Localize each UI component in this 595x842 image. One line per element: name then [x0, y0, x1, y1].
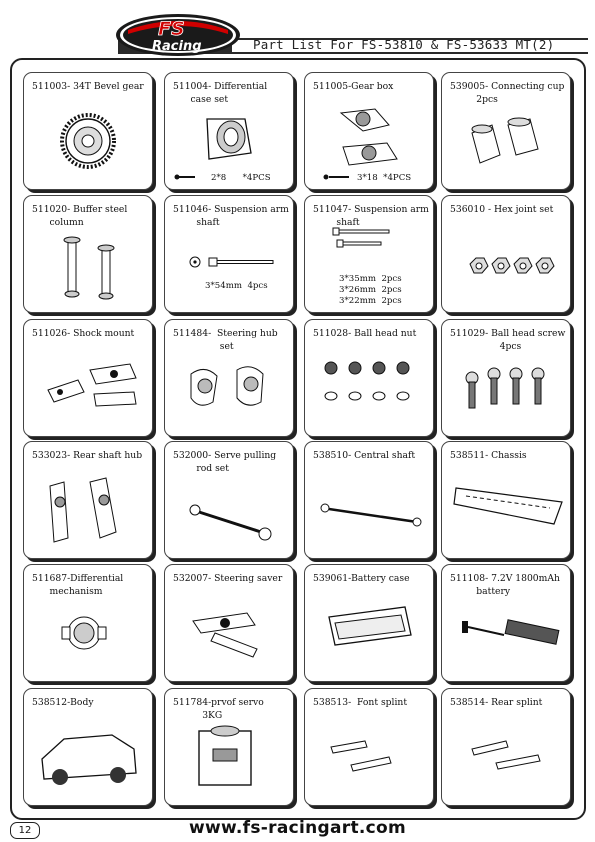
part-note: 3*18 *4PCS — [357, 173, 412, 183]
part-label: 538511- Chassis — [450, 450, 527, 461]
part-label: 511046- Suspension arm shaft — [173, 204, 289, 228]
part-card — [441, 319, 571, 437]
part-card — [23, 564, 153, 682]
part-label: 511004- Differential case set — [173, 81, 268, 105]
part-label: 536010 - Hex joint set — [450, 204, 554, 215]
part-card — [164, 72, 294, 190]
part-label: 538510- Central shaft — [313, 450, 416, 461]
part-card — [441, 441, 571, 559]
part-card — [23, 195, 153, 313]
part-card — [441, 564, 571, 682]
part-card — [304, 319, 434, 437]
part-label: 538514- Rear splint — [450, 697, 543, 708]
page-number: 12 — [10, 822, 40, 839]
part-card — [164, 688, 294, 806]
logo-text-secondary: Racing — [152, 39, 202, 54]
part-card — [164, 441, 294, 559]
part-card — [441, 72, 571, 190]
part-label: 511484- Steering hub set — [173, 328, 278, 352]
part-note: 3*54mm 4pcs — [205, 281, 268, 291]
part-label: 532007- Steering saver — [173, 573, 283, 584]
part-label: 511108- 7.2V 1800mAh battery — [450, 573, 560, 597]
part-card — [304, 688, 434, 806]
part-label: 511003- 34T Bevel gear — [32, 81, 144, 92]
fs-racing-logo — [114, 10, 242, 58]
page-title: Part List For FS-53810 & FS-53633 MT(2) — [253, 37, 555, 52]
part-card — [304, 195, 434, 313]
part-label: 511784-prvof servo 3KG — [173, 697, 264, 721]
part-label: 511026- Shock mount — [32, 328, 135, 339]
part-label: 511047- Suspension arm shaft — [313, 204, 429, 228]
part-card — [23, 688, 153, 806]
part-card — [23, 319, 153, 437]
footer-url: www.fs-racingart.com — [189, 818, 406, 838]
part-label: 511005-Gear box — [313, 81, 394, 92]
part-label: 539005- Connecting cup 2pcs — [450, 81, 565, 105]
part-label: 539061-Battery case — [313, 573, 410, 584]
page-header — [0, 0, 595, 66]
part-label: 511028- Ball head nut — [313, 328, 417, 339]
part-label: 511020- Buffer steel column — [32, 204, 128, 228]
part-label: 538513- Font splint — [313, 697, 408, 708]
part-card — [23, 441, 153, 559]
part-card — [441, 688, 571, 806]
part-card — [23, 72, 153, 190]
part-card — [164, 195, 294, 313]
part-label: 533023- Rear shaft hub — [32, 450, 143, 461]
part-note: 2*8 *4PCS — [211, 173, 271, 183]
part-card — [164, 319, 294, 437]
part-label: 532000- Serve pulling rod set — [173, 450, 277, 474]
part-note: 3*35mm 2pcs 3*26mm 2pcs 3*22mm 2pcs — [339, 274, 402, 306]
part-card — [441, 195, 571, 313]
part-label: 538512-Body — [32, 697, 94, 708]
logo-text-primary: FS — [158, 18, 185, 40]
part-card — [304, 564, 434, 682]
part-label: 511687-Differential mechanism — [32, 573, 124, 597]
part-card — [304, 441, 434, 559]
part-card — [304, 72, 434, 190]
part-label: 511029- Ball head screw 4pcs — [450, 328, 566, 352]
part-card — [164, 564, 294, 682]
